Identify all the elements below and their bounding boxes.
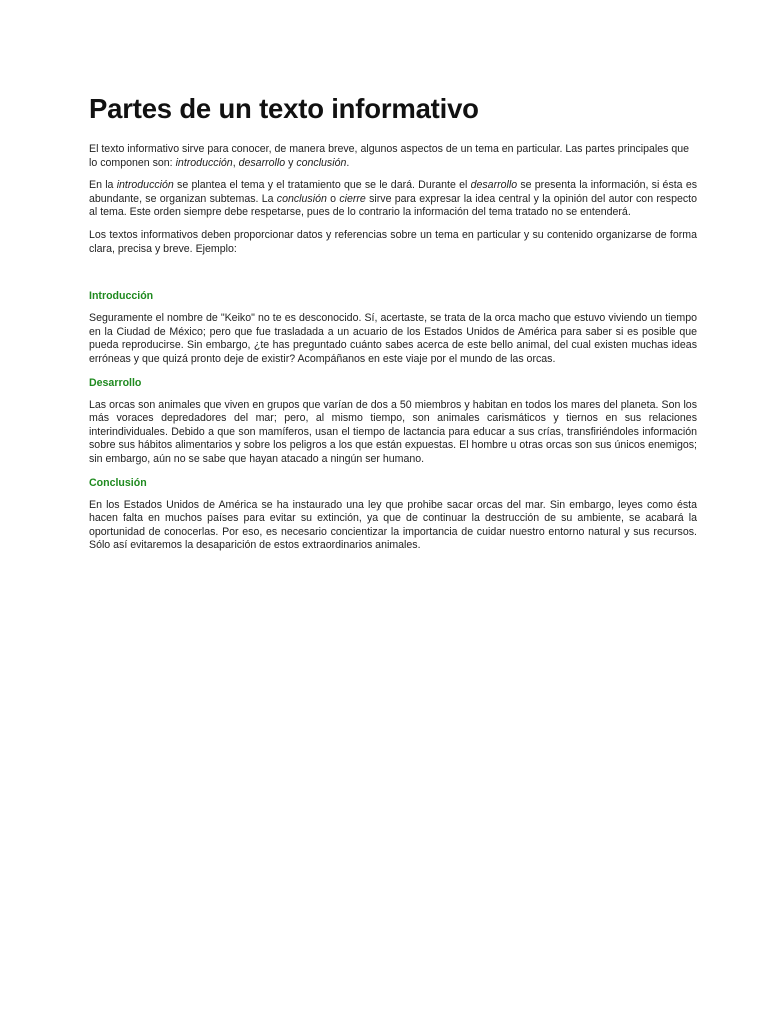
intro-p1-italic-conclusion: conclusión <box>296 156 347 169</box>
section-body-introduccion: Seguramente el nombre de "Keiko" no te es desconocido. Sí, acertaste, se trata de la orca macho que estuvo viviendo un tiempo en la Ciudad de México; pero que fue trasladada a un acuario de los Estados Unidos de América para saber si es posible que pueda reproducirse. Sin embargo, ¿te has preguntado cuánto sabes acerca de este bello animal, del cual existen muchas ideas erróneas y que quizá pronto deje de existir? Acompáñanos en este viaje por el mundo de las orcas. <box>89 312 697 365</box>
section-body-desarrollo: Las orcas son animales que viven en grupos que varían de dos a 50 miembros y habitan en todos los mares del planeta. Son los más voraces depredadores del mar; pero, al mismo tiempo, son animales carismáticos y tiernos en sus relaciones interindividuales. Debido a que son mamíferos, usan el tiempo de lactancia para educar a sus crías, transfiriéndoles información sobre sus hábitos alimentarios y sobre los peligros a los que están expuestas. El hombre u otras orcas son sus únicos enemigos; sin embargo, aún no se sabe que hayan atacado a ningún ser humano. <box>89 398 697 465</box>
intro-p2-italic-introduccion: introducción <box>116 179 174 192</box>
document-page <box>89 92 697 562</box>
intro-paragraph-3: Los textos informativos deben proporcionar datos y referencias sobre un tema en particular y su contenido organizarse de forma clara, precisa y breve. Ejemplo: <box>89 228 697 255</box>
section-spacer <box>89 265 697 289</box>
intro-p1-text-b: , <box>232 156 239 169</box>
section-heading-desarrollo: Desarrollo <box>89 376 142 389</box>
intro-p1-text-c: y <box>285 156 297 169</box>
intro-p2-text-e: sirve para expresar la idea central y la opinión del autor con respecto al tema. Este orden siempre debe respetarse, pues de lo contrario la información del tema tratado no se entenderá. <box>89 192 697 219</box>
section-heading-introduccion: Introducción <box>89 290 154 303</box>
intro-p1-italic-desarrollo: desarrollo <box>238 156 286 169</box>
intro-p2-italic-cierre: cierre <box>339 192 366 205</box>
intro-p2-italic-conclusion: conclusión <box>276 192 327 205</box>
intro-p1-text-a: El texto informativo sirve para conocer, de manera breve, algunos aspectos de un tema en particular. Las partes principales que lo componen son: <box>89 143 690 169</box>
intro-p2-text-b: se plantea el tema y el tratamiento que se le dará. Durante el <box>173 179 471 192</box>
document-title: Partes de un texto informativo <box>89 93 479 124</box>
section-body-conclusion: En los Estados Unidos de América se ha instaurado una ley que prohibe sacar orcas del mar. Sin embargo, leyes como ésta hacen falta en muchos países para evitar su extinción, ya que de continuar la destrucción de su ambiente, se acabará la oportunidad de conocerlas. Por eso, es necesario concientizar la importancia de cuidar nuestro entorno natural y sus recursos. Sólo así evitaremos la desaparición de estos extraordinarios animales. <box>89 498 697 552</box>
intro-p2-text-d: o <box>326 192 340 205</box>
section-heading-conclusion: Conclusión <box>89 476 147 489</box>
intro-p1-italic-introduccion: introducción <box>175 156 233 169</box>
intro-p2-text-a: En la <box>89 179 117 192</box>
intro-p1-text-d: . <box>346 156 350 169</box>
intro-p2-text-c: se presenta la información, si ésta es abundante, se organizan subtemas. La <box>89 179 698 205</box>
intro-paragraph-2 <box>89 179 697 220</box>
intro-paragraph-1 <box>89 143 697 170</box>
intro-p2-italic-desarrollo: desarrollo <box>470 179 518 192</box>
